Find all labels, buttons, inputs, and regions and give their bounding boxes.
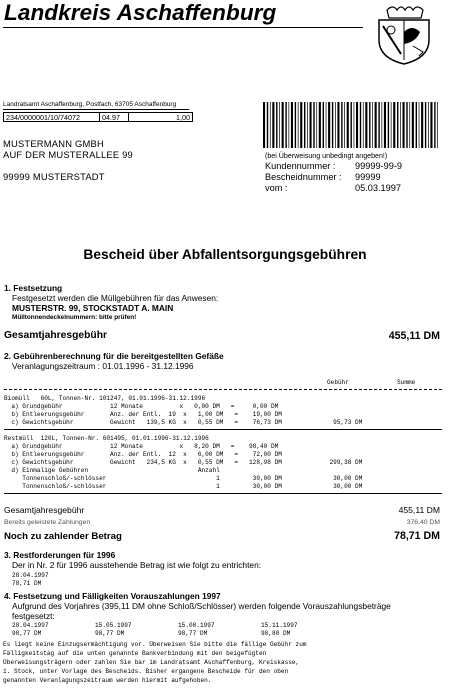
table-divider: [4, 429, 442, 430]
annual-fee-value: 455,11 DM: [388, 330, 440, 342]
table-end-divider: [4, 493, 442, 494]
sender-address-line: Landratsamt Aschaffenburg, Postfach, 63705 Aschaffenburg: [3, 101, 177, 108]
footer-line: Überweisungsträgern oder zahlen Sie bar im Landratsamt Aschaffenburg, Kreiskasse,: [3, 659, 300, 666]
installment-amount: 98,77 DM: [95, 630, 125, 637]
reference-number: 234/0000001/10/74072: [3, 112, 99, 122]
total-fee-label: Gesamtjahresgebühr: [4, 505, 85, 515]
notice-date-value: 05.03.1997: [355, 183, 401, 193]
installment-date: 15.08.1997: [178, 622, 215, 629]
installment-date: 15.11.1997: [261, 622, 298, 629]
section-1-text: Festgesetzt werden die Müllgebühren für das Anwesen:: [12, 293, 219, 303]
lid-number-note: Mülltonnendeckelnummern: bitte prüfen!: [12, 314, 137, 321]
installment-date: 15.05.1997: [95, 622, 132, 629]
total-fee-value: 455,11 DM: [398, 505, 440, 515]
notice-number-label: Bescheidnummer :: [265, 172, 342, 182]
table-row: c) Gewichtsgebühr Gewicht 234,5 KG x 0,55 DM = 128,98 DM 299,38 DM: [4, 459, 363, 466]
installment-amount: 98,77 DM: [12, 630, 42, 637]
footer-line: Fälligkeitstag auf die unten genannte Bankverbindung mit den beigefügten: [3, 650, 267, 657]
customer-number-label: Kundennummer :: [265, 161, 336, 171]
recipient-street: AUF DER MUSTERALLEE 99: [3, 149, 133, 160]
document-title: Bescheid über Abfallentsorgungsgebühren: [83, 247, 367, 262]
table-row: b) Entleerungsgebühr Anz. der Entl. 12 x 6,00 DM = 72,00 DM: [4, 451, 282, 458]
paid-value: 376,40 DM: [406, 519, 440, 526]
column-fee-header: Gebühr: [327, 379, 349, 386]
notice-date-label: vom :: [265, 183, 288, 193]
table-header-divider: [4, 389, 442, 390]
section-1-heading: 1. Festsetzung: [4, 283, 63, 293]
reference-date: 04.97: [99, 112, 129, 122]
sender-divider: [3, 109, 189, 110]
footer-line: Es liegt keine Einzugsermächtigung vor. Überweisen Sie bitte die fällige Gebühr zum: [3, 641, 307, 648]
customer-number-value: 99999-99-9: [355, 161, 402, 171]
section-3-date: 28.04.1997: [12, 572, 49, 579]
barcode-note: (bei Überweisung unbedingt angeben!): [265, 152, 388, 160]
recipient-name: MUSTERMANN GMBH: [3, 138, 104, 149]
table-row: Biomüll 60L, Tonnen-Nr. 101247, 01.01.1996-31.12.1996: [4, 395, 206, 402]
property-address: MUSTERSTR. 99, STOCKSTADT A. MAIN: [12, 303, 174, 313]
table-row: a) Grundgebühr 12 Monate x 8,20 DM = 98,40 DM: [4, 443, 279, 450]
header-divider: [3, 27, 363, 28]
section-2-period: Veranlagungszeitraum : 01.01.1996 - 31.12.1996: [12, 361, 194, 371]
amount-due-value: 78,71 DM: [394, 530, 440, 542]
column-sum-header: Summe: [397, 379, 416, 386]
installment-date: 28.04.1997: [12, 622, 49, 629]
section-4-text-2: festgesetzt:: [12, 611, 55, 621]
table-row: b) Entleerungsgebühr Anz. der Entl. 19 x 1,00 DM = 19,00 DM: [4, 411, 282, 418]
installment-amount: 98,77 DM: [178, 630, 208, 637]
section-3-amount: 78,71 DM: [12, 580, 42, 587]
recipient-city: 99999 MUSTERSTADT: [3, 171, 105, 182]
amount-due-label: Noch zu zahlender Betrag: [4, 531, 122, 542]
section-2-heading: 2. Gebührenberechnung für die bereitgestellten Gefäße: [4, 351, 224, 361]
barcode-icon: [263, 102, 442, 148]
table-row: c) Gewichtsgebühr Gewicht 139,5 KG x 0,55 DM = 76,73 DM 95,73 DM: [4, 419, 363, 426]
table-row: a) Grundgebühr 12 Monate x 0,00 DM = 0,00 DM: [4, 403, 279, 410]
notice-number-value: 99999: [355, 172, 381, 182]
coat-of-arms-icon: [373, 2, 435, 66]
footer-line: genannten Veranlagungszeitraum werden hiermit aufgehoben.: [3, 677, 212, 684]
table-row: Restmüll 120L, Tonnen-Nr. 601495, 01.01.1996-31.12.1996: [4, 435, 209, 442]
reference-amount: 1,00: [129, 112, 193, 122]
annual-fee-label: Gesamtjahresgebühr: [4, 330, 108, 341]
table-row: d) Einmalige Gebühren Anzahl: [4, 467, 220, 474]
installment-amount: 98,80 DM: [261, 630, 291, 637]
table-row: Tonnenschloß/-schlösser 1 30,00 DM 30,00 DM: [4, 483, 363, 490]
section-3-heading: 3. Restforderungen für 1996: [4, 550, 116, 560]
paid-label: Bereits geleistete Zahlungen: [4, 519, 91, 526]
footer-line: 1. Stock, unter Vorlage des Bescheids. Bisher ergangene Bescheide für den oben: [3, 668, 289, 675]
section-3-text: Der in Nr. 2 für 1996 ausstehende Betrag ist wie folgt zu entrichten:: [12, 560, 262, 570]
authority-title: Landkreis Aschaffenburg: [4, 0, 277, 25]
section-4-text: Aufgrund des Vorjahres (395,11 DM ohne Schloß/Schlösser) werden folgende Vorauszahlungsbeträge: [12, 601, 391, 611]
section-4-heading: 4. Festsetzung und Fälligkeiten Vorauszahlungen 1997: [4, 591, 221, 601]
table-row: Tonnenschloß/-schlösser 1 30,00 DM 30,00 DM: [4, 475, 363, 482]
